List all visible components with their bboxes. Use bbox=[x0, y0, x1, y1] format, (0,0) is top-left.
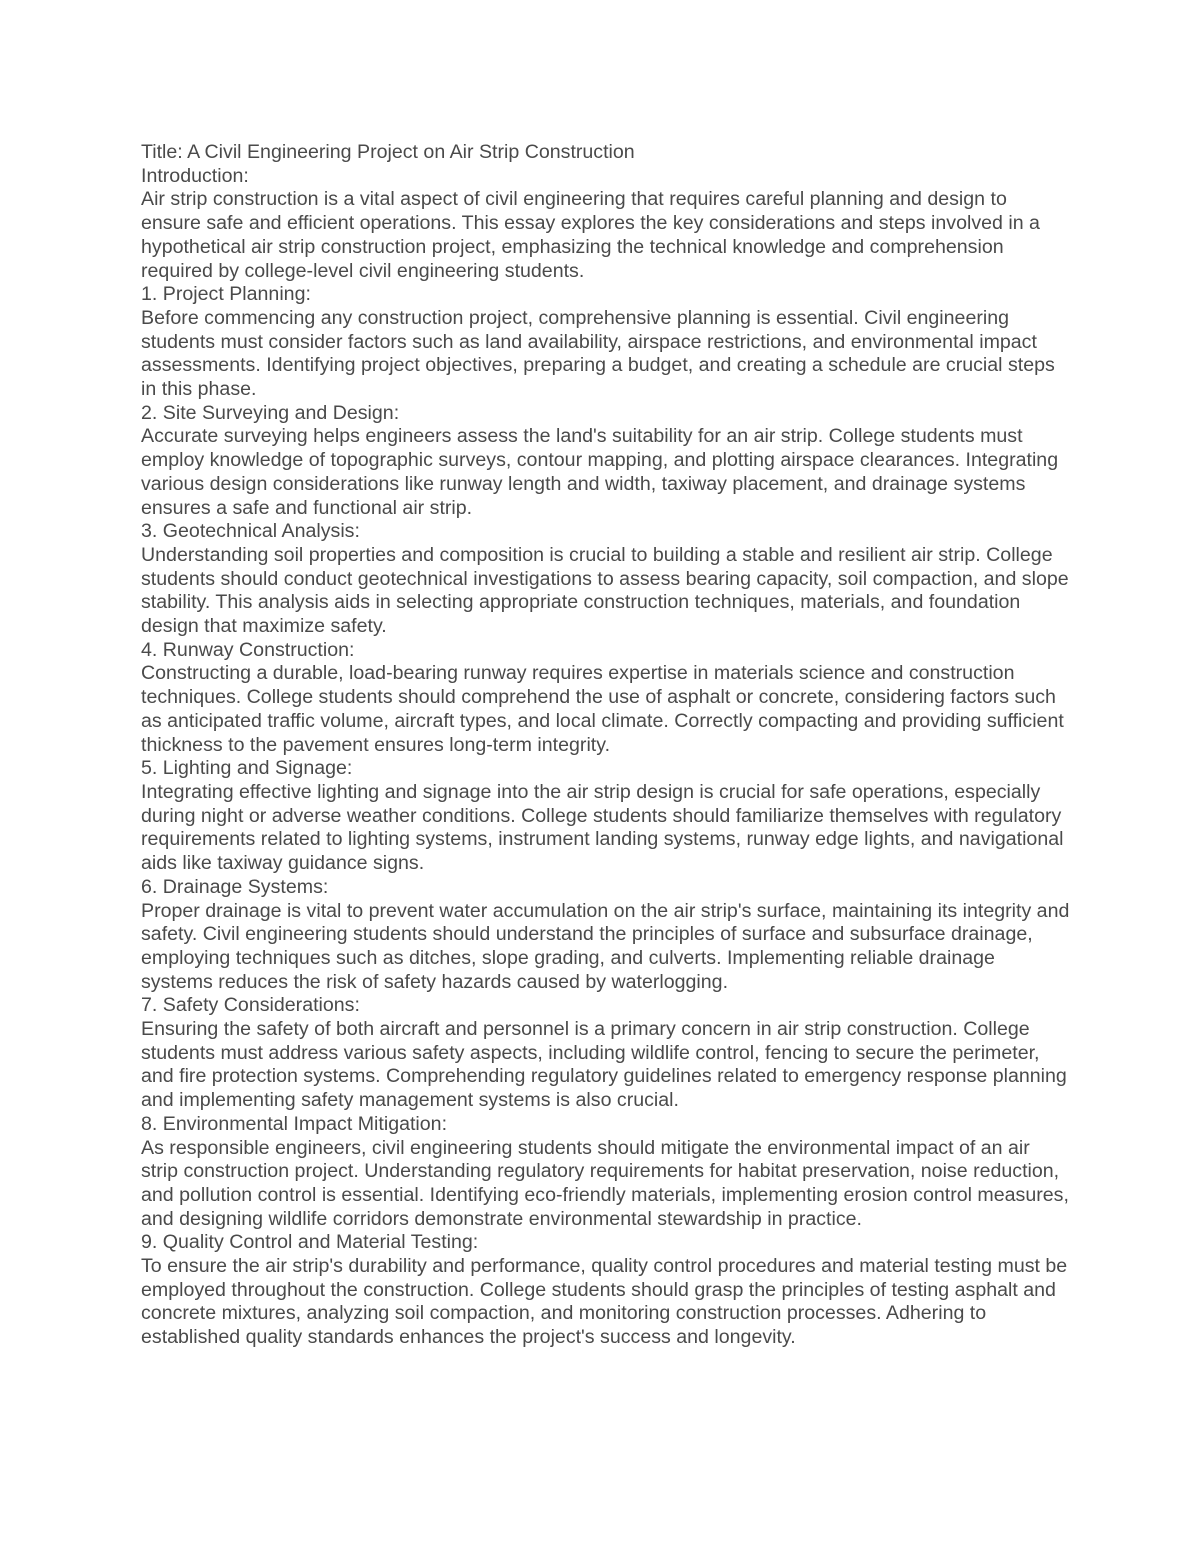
section-heading-project-planning: 1. Project Planning: bbox=[141, 283, 311, 306]
introduction-heading: Introduction: bbox=[141, 164, 249, 187]
section-paragraph-environmental-mitigation: As responsible engineers, civil engineering students should mitigate the environmental impact of an air strip construction project. Understanding regulatory requirements for habitat preservation, noise reduction, and pollution control is essential. Identifying eco-friendly materials, implementing erosion control measures, and designing wildlife corridors demonstrate environmental stewardship in practice. bbox=[141, 1136, 1069, 1230]
section-heading-safety-considerations: 7. Safety Considerations: bbox=[141, 994, 360, 1017]
introduction-paragraph: Air strip construction is a vital aspect of civil engineering that requires careful planning and design to ensure safe and efficient operations. This essay explores the key considerations and steps involved in a hypothetical air strip construction project, emphasizing the technical knowledge and comprehension required by college-level civil engineering students. bbox=[141, 188, 1040, 282]
section-paragraph-runway-construction: Constructing a durable, load-bearing runway requires expertise in materials science and construction techniques. College students should comprehend the use of asphalt or concrete, considering factors such as anticipated traffic volume, aircraft types, and local climate. Correctly compacting and providing sufficient thickness to the pavement ensures long-term integrity. bbox=[141, 662, 1064, 756]
section-heading-drainage-systems: 6. Drainage Systems: bbox=[141, 875, 329, 898]
section-heading-lighting-signage: 5. Lighting and Signage: bbox=[141, 757, 353, 780]
section-heading-site-surveying: 2. Site Surveying and Design: bbox=[141, 401, 400, 424]
section-paragraph-lighting-signage: Integrating effective lighting and signage into the air strip design is crucial for safe operations, especially during night or adverse weather conditions. College students should familiarize themselves with regulatory requirements related to lighting systems, instrument landing systems, runway edge lights, and navigational aids like taxiway guidance signs. bbox=[141, 780, 1064, 875]
section-paragraph-drainage-systems: Proper drainage is vital to prevent water accumulation on the air strip's surface, maintaining its integrity and safety. Civil engineering students should understand the principles of surface and subsurface drainage, employing techniques such as ditches, slope grading, and culverts. Implementing reliable drainage systems reduces the risk of safety hazards caused by waterlogging. bbox=[141, 899, 1070, 993]
section-heading-quality-control: 9. Quality Control and Material Testing: bbox=[141, 1231, 479, 1254]
section-heading-environmental-mitigation: 8. Environmental Impact Mitigation: bbox=[141, 1112, 448, 1135]
section-heading-geotechnical-analysis: 3. Geotechnical Analysis: bbox=[141, 520, 360, 543]
section-paragraph-safety-considerations: Ensuring the safety of both aircraft and personnel is a primary concern in air strip construction. College students must address various safety aspects, including wildlife control, fencing to secure the perimeter, and fire protection systems. Comprehending regulatory guidelines related to emergency response planning and implementing safety management systems is also crucial. bbox=[141, 1018, 1067, 1112]
section-paragraph-site-surveying: Accurate surveying helps engineers assess the land's suitability for an air strip. College students must employ knowledge of topographic surveys, contour mapping, and plotting airspace clearances. Integrating various design considerations like runway length and width, taxiway placement, and drainage systems ensures a safe and functional air strip. bbox=[141, 425, 1059, 519]
document-body bbox=[141, 141, 1071, 1350]
section-paragraph-project-planning: Before commencing any construction project, comprehensive planning is essential. Civil engineering students must consider factors such as land availability, airspace restrictions, and environmental impact assessments. Identifying project objectives, preparing a budget, and creating a schedule are crucial steps in this phase. bbox=[141, 306, 1055, 401]
section-heading-runway-construction: 4. Runway Construction: bbox=[141, 638, 355, 661]
section-paragraph-geotechnical-analysis: Understanding soil properties and composition is crucial to building a stable and resilient air strip. College students should conduct geotechnical investigations to assess bearing capacity, soil compaction, and slope stability. This analysis aids in selecting appropriate construction techniques, materials, and foundation design that maximize safety. bbox=[141, 543, 1069, 638]
section-paragraph-quality-control: To ensure the air strip's durability and performance, quality control procedures and material testing must be employed throughout the construction. College students should grasp the principles of testing asphalt and concrete mixtures, analyzing soil compaction, and monitoring construction processes. Adhering to established quality standards enhances the project's success and longevity. bbox=[141, 1255, 1068, 1349]
document-title: Title: A Civil Engineering Project on Air Strip Construction bbox=[141, 141, 635, 163]
